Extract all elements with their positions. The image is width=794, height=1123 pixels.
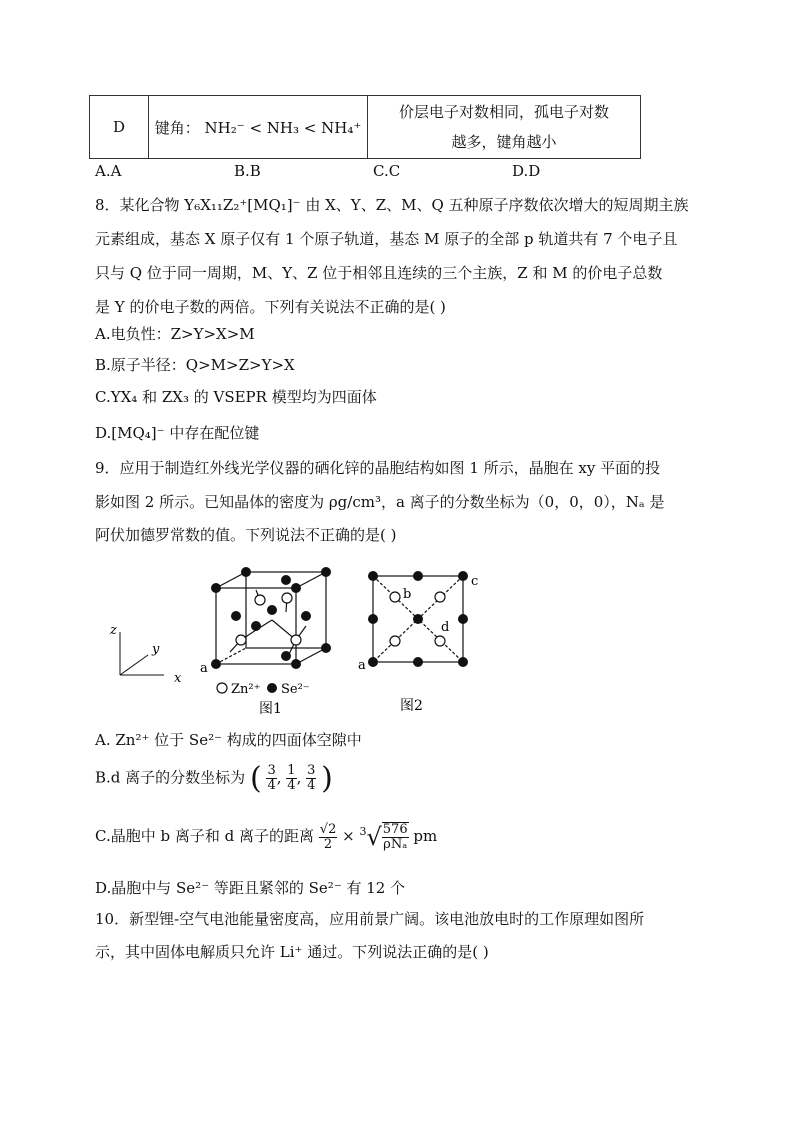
axis-x-label: x	[174, 671, 182, 686]
q8-option-b[interactable]: B.原子半径：Q>M>Z>Y>X	[95, 356, 295, 374]
left-paren-icon: (	[249, 761, 262, 796]
legend-se-label: Se²⁻	[281, 682, 310, 697]
q8-stem-line-1: 8．某化合物 Y₆X₁₁Z₂⁺[MQ₁]⁻ 由 X、Y、Z、M、Q 五种原子序数依次增大的短周期主族	[95, 196, 689, 214]
q8-option-d[interactable]: D.[MQ₄]⁻ 中存在配位键	[95, 424, 260, 442]
option-table	[89, 95, 641, 159]
prev-choice-a[interactable]: A.A	[95, 162, 122, 180]
q9-option-b-prefix: B.d 离子的分数坐标为	[95, 768, 246, 787]
q9-stem-line-1: 9．应用于制造红外线光学仪器的硒化锌的晶胞结构如图 1 所示，晶胞在 xy 平面的投	[95, 459, 661, 477]
table-option-cell: D	[90, 96, 149, 159]
times-sign: ×	[342, 827, 355, 845]
axis-y-label: y	[152, 642, 160, 657]
table-content-cell	[149, 96, 368, 159]
q9-option-c-prefix: C.晶胞中 b 离子和 d 离子的距离	[95, 827, 314, 845]
table-reason-line1: 价层电子对数相同，孤电子对数	[398, 103, 609, 121]
q9-option-a[interactable]: A. Zn²⁺ 位于 Se²⁻ 构成的四面体空隙中	[95, 731, 362, 749]
coord-x-frac: $\frac{3}{4}$	[267, 763, 276, 793]
fig1-caption: 图1	[259, 701, 282, 717]
q8-option-c[interactable]: C.YX₄ 和 ZX₃ 的 VSEPR 模型均为四面体	[95, 388, 377, 406]
zn-legend-icon	[217, 683, 227, 693]
fig2-label-b: b	[403, 587, 412, 602]
q9-stem-line-3: 阿伏加德罗常数的值。下列说法不正确的是( )	[95, 526, 397, 544]
distance-coefficient: $\frac{√2}{2}$	[319, 821, 337, 852]
prev-choice-b[interactable]: B.B	[234, 162, 261, 180]
q10-stem-line-2: 示，其中固体电解质只允许 Li⁺ 通过。下列说法正确的是( )	[95, 943, 489, 961]
fig1-label-a: a	[200, 661, 208, 676]
q8-stem-line-4: 是 Y 的价电子数的两倍。下列有关说法不正确的是( )	[95, 298, 446, 316]
table-content-formula: NH₂⁻ < NH₃ < NH₄⁺	[204, 118, 362, 137]
se-ions	[211, 567, 331, 669]
cube-root-icon: 3	[359, 825, 367, 838]
prev-choice-d[interactable]: D.D	[512, 162, 541, 180]
prev-choice-c[interactable]: C.C	[373, 162, 401, 180]
se-legend-icon	[267, 683, 277, 693]
right-paren-icon: )	[321, 761, 333, 796]
q8-stem-line-2: 元素组成，基态 X 原子仅有 1 个原子轨道，基态 M 原子的全部 p 轨道共有 7 个电子且	[95, 230, 678, 248]
cube-root-radicand: $\frac{576}{\text{ρNₐ}}$	[382, 822, 408, 852]
q9-option-d[interactable]: D.晶胞中与 Se²⁻ 等距且紧邻的 Se²⁻ 有 12 个	[95, 879, 406, 897]
q9-option-c[interactable]: C.晶胞中 b 离子和 d 离子的距离 $\frac{√2}{2} \times ^3√$ $\frac{576}{\text{ρNₐ}}$ pm	[95, 821, 438, 852]
q8-option-a[interactable]: A.电负性：Z>Y>X>M	[95, 325, 255, 343]
axis-z-label: z	[110, 623, 117, 638]
table-content-label: 键角：	[154, 118, 200, 137]
prev-choices	[95, 162, 651, 180]
fig2-label-d: d	[441, 620, 450, 635]
fig2-caption: 图2	[400, 698, 423, 714]
fig2-label-a: a	[358, 658, 366, 673]
q10-stem-line-1: 10．新型锂-空气电池能量密度高，应用前景广阔。该电池放电时的工作原理如图所	[95, 910, 645, 928]
table-reason-line2: 越多，键角越小	[451, 133, 557, 151]
table-reason-cell	[368, 96, 641, 159]
crystal-structure-figure	[100, 560, 500, 720]
coord-y-frac: $\frac{1}{4}$	[287, 763, 296, 793]
q9-stem-line-2: 影如图 2 所示。已知晶体的密度为 ρg/cm³，a 离子的分数坐标为（0，0，0），Nₐ 是	[95, 493, 665, 511]
legend-zn-label: Zn²⁺	[231, 682, 261, 697]
coord-z-frac: $\frac{3}{4}$	[307, 763, 316, 793]
q9-option-b[interactable]: B.d 离子的分数坐标为 ( $\frac{3}{4}$, $\frac{1}{4}$, $\frac{3}{4}$ )	[95, 761, 333, 796]
distance-unit: pm	[413, 827, 438, 845]
q8-stem-line-3: 只与 Q 位于同一周期，M、Y、Z 位于相邻且连续的三个主族，Z 和 M 的价电子总数	[95, 264, 663, 282]
fig2-label-c: c	[471, 574, 479, 589]
